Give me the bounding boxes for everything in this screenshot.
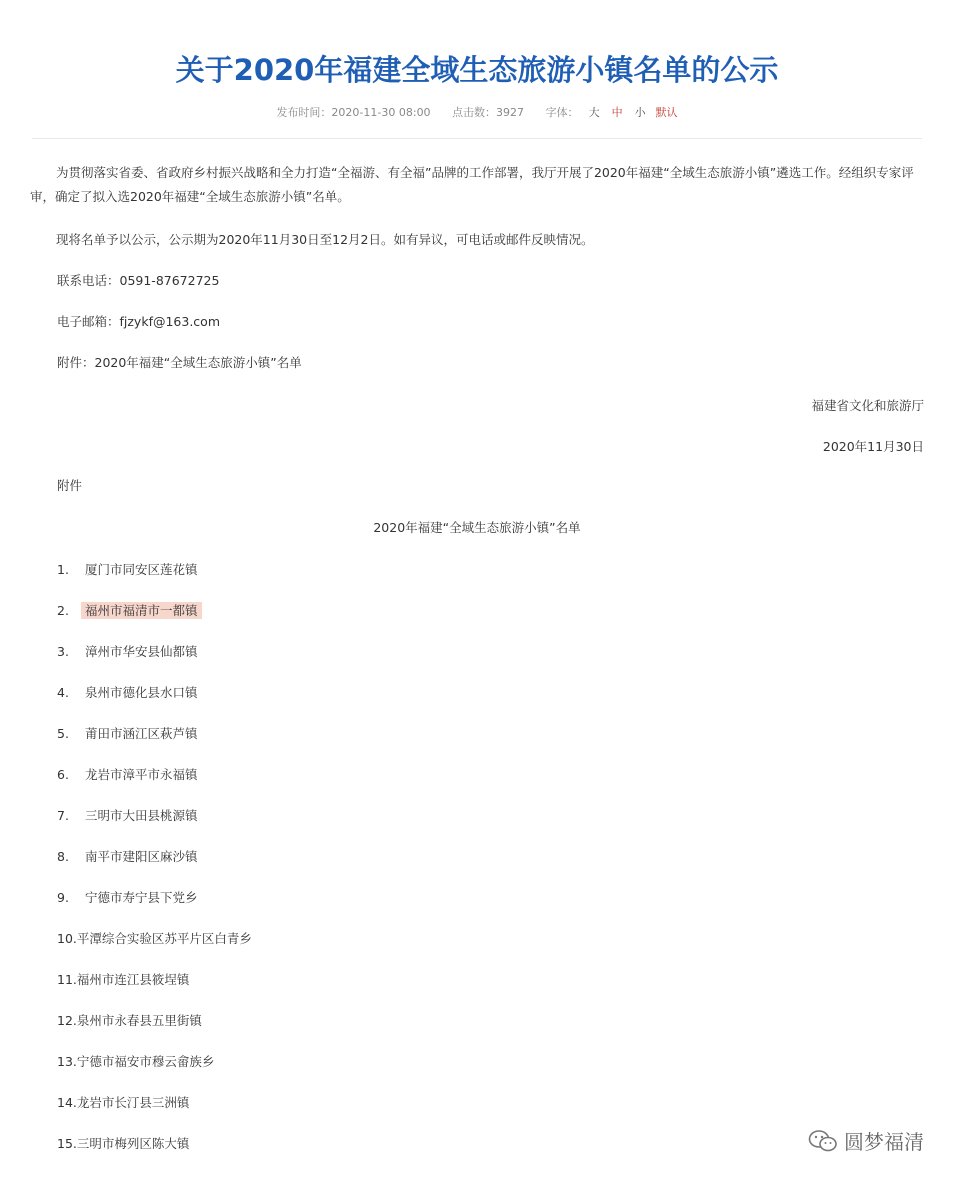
list-item: 13.宁德市福安市穆云畲族乡 — [57, 1054, 215, 1069]
font-default-button[interactable]: 默认 — [655, 106, 678, 119]
list-item: 8. 南平市建阳区麻沙镇 — [57, 849, 198, 864]
list-title: 2020年福建“全域生态旅游小镇”名单 — [373, 520, 581, 535]
list-item: 11.福州市连江县筱埕镇 — [57, 972, 190, 987]
list-item: 5. 莆田市涵江区萩芦镇 — [57, 726, 198, 741]
list-item: 10.平潭综合实验区苏平片区白青乡 — [57, 931, 252, 946]
issue-date: 2020年11月30日 — [822, 439, 924, 454]
contact-phone: 联系电话：0591-87672725 — [57, 273, 220, 288]
article-meta — [0, 104, 954, 120]
click-count: 点击数：3927 — [452, 106, 525, 119]
watermark — [808, 1126, 924, 1155]
list-item: 4. 泉州市德化县水口镇 — [57, 685, 198, 700]
list-item: 9. 宁德市寿宁县下党乡 — [57, 890, 198, 905]
issuing-org: 福建省文化和旅游厅 — [811, 398, 924, 413]
font-medium-button[interactable]: 中 — [611, 106, 623, 119]
list-item: 14.龙岩市长汀县三洲镇 — [57, 1095, 190, 1110]
highlighted-item: 福州市福清市一都镇 — [81, 602, 202, 619]
page-title: 关于2020年福建全域生态旅游小镇名单的公示 — [175, 53, 779, 87]
publish-time: 发布时间：2020-11-30 08:00 — [276, 106, 431, 119]
list-item: 12.泉州市永春县五里街镇 — [57, 1013, 202, 1028]
divider — [32, 138, 922, 139]
font-size-label: 字体： — [545, 106, 579, 119]
list-item: 2. 福州市福清市一都镇 — [57, 601, 202, 619]
attachment-line: 附件：2020年福建“全域生态旅游小镇”名单 — [57, 355, 302, 370]
list-item: 3. 漳州市华安县仙都镇 — [57, 644, 198, 659]
wechat-icon — [808, 1129, 838, 1153]
notice-paragraph: 现将名单予以公示，公示期为2020年11月30日至12月2日。如有异议，可电话或邮件反映情况。 — [56, 232, 594, 247]
font-small-button[interactable]: 小 — [634, 106, 646, 119]
font-large-button[interactable]: 大 — [588, 106, 600, 119]
list-item: 1. 厦门市同安区莲花镇 — [57, 562, 198, 577]
list-item: 7. 三明市大田县桃源镇 — [57, 808, 198, 823]
list-item: 15.三明市梅列区陈大镇 — [57, 1136, 190, 1151]
list-item: 6. 龙岩市漳平市永福镇 — [57, 767, 198, 782]
attachment-heading: 附件 — [57, 478, 83, 493]
contact-email: 电子邮箱：fjzykf@163.com — [57, 314, 221, 329]
watermark-text: 圆梦福清 — [844, 1130, 924, 1154]
intro-paragraph: 为贯彻落实省委、省政府乡村振兴战略和全力打造“全福游、有全福”品牌的工作部署，我厅开展了2020年福建“全域生态旅游小镇”遴选工作。经组织专家评审，确定了拟入选2020年福建“全域生态旅游小镇”名单。 — [30, 165, 914, 204]
